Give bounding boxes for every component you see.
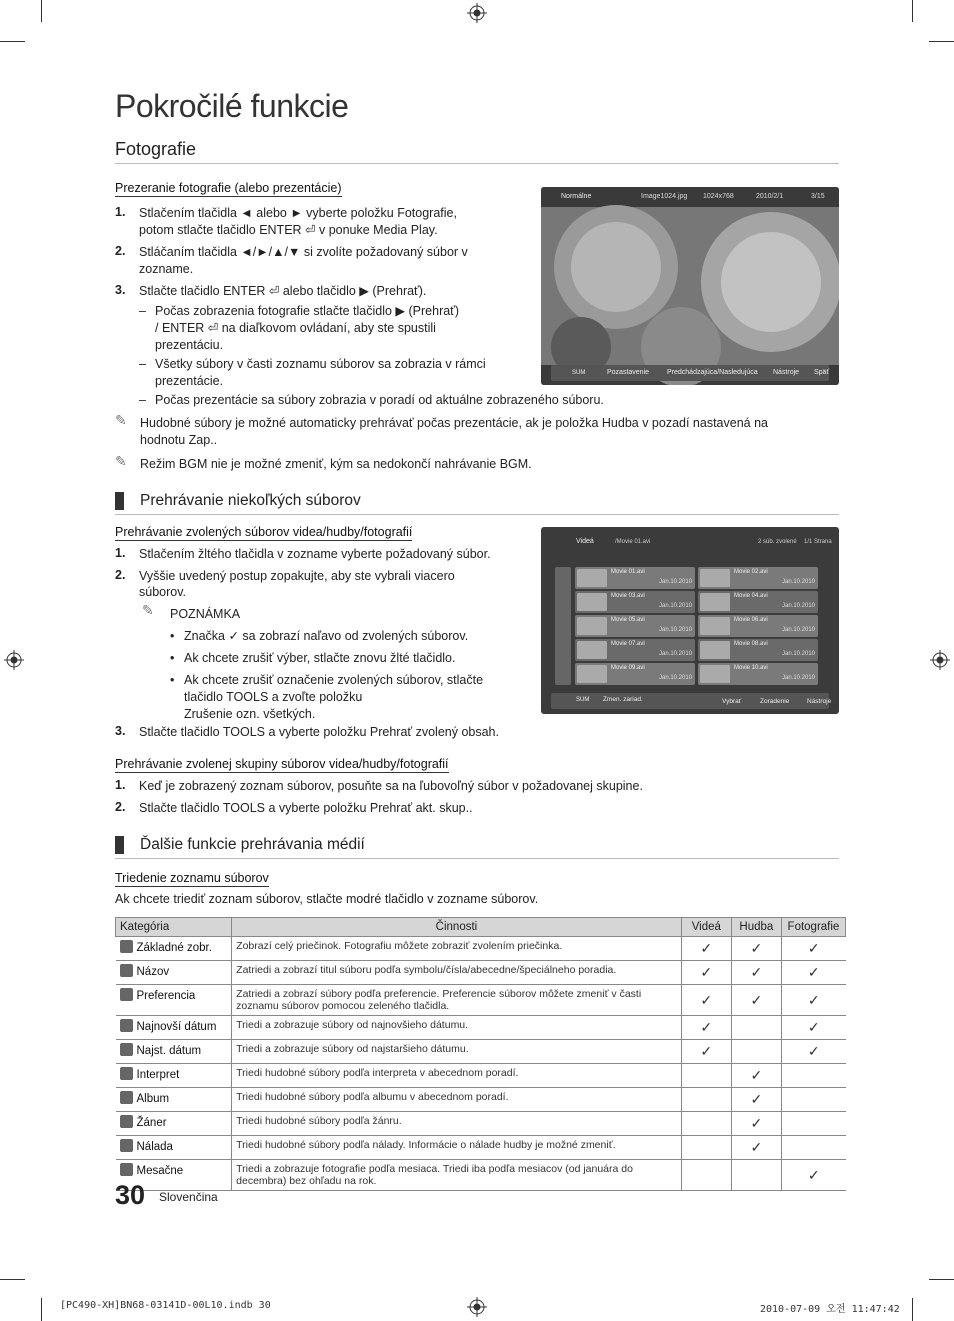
table-row: [116, 1112, 846, 1136]
crop-mark: [929, 1279, 954, 1280]
page-title: Pokročilé funkcie: [115, 88, 349, 124]
check-icon: ✓: [807, 940, 820, 956]
category-desc: Triedi a zobrazuje fotografie podľa mesiaca. Triedi iba podľa mesiacov (od januára do decembra) bez ohľadu na rok.: [232, 1160, 682, 1191]
check-icon: ✓: [807, 1019, 820, 1035]
file-item[interactable]: [575, 567, 695, 589]
list-category: Videá: [576, 538, 594, 545]
check-icon: ✓: [750, 940, 763, 956]
file-item[interactable]: [575, 639, 695, 661]
section-title: Fotografie: [115, 139, 197, 159]
photo-viewer-screenshot: [541, 187, 839, 385]
dash-marker: –: [139, 304, 146, 318]
check-cell: [731, 1136, 781, 1160]
step-text: zozname.: [139, 262, 194, 276]
viewer-file: Image1024.jpg: [641, 193, 688, 200]
category-icon: [120, 1163, 133, 1176]
table-header: Videá: [681, 918, 731, 937]
category-desc: Zatriedi a zobrazí titul súboru podľa symbolu/čísla/abecedne/špeciálneho poradia.: [232, 961, 682, 985]
dash-text: Počas zobrazenia fotografie stlačte tlačidlo ▶ (Prehrať): [155, 304, 460, 318]
file-item[interactable]: [698, 663, 818, 685]
file-name: Movie 06.avi: [734, 617, 768, 623]
more-subheading: Triedenie zoznamu súborov: [115, 871, 269, 885]
multi-subheading-2: Prehrávanie zvolenej skupiny súborov videa/hudby/fotografií: [115, 757, 449, 771]
viewer-date: 2010/2/1: [756, 193, 784, 200]
step-text: Stlačte tlačidlo TOOLS a vyberte položku Prehrať akt. skup..: [139, 801, 473, 815]
list-sort[interactable]: Zoradenie: [760, 698, 790, 705]
file-name: Movie 02.avi: [734, 569, 768, 575]
file-name: Movie 10.avi: [734, 665, 768, 671]
step-text: Stlačte tlačidlo TOOLS a vyberte položku Prehrať zvolený obsah.: [139, 725, 499, 739]
table-row: [116, 1160, 846, 1191]
file-date: Jan.10.2010: [782, 627, 816, 633]
list-tools[interactable]: Nástroje: [807, 698, 832, 705]
check-cell: [781, 1112, 845, 1136]
category-desc: Triedi a zobrazuje súbory od najnovšieho dátumu.: [232, 1016, 682, 1040]
check-cell: [781, 1064, 845, 1088]
category-icon: [120, 1067, 133, 1080]
dash-marker: –: [139, 393, 146, 407]
viewer-back[interactable]: Späť: [814, 369, 830, 376]
thumbnail: [577, 617, 607, 635]
step-text: Stláčaním tlačidla ◄/►/▲/▼ si zvolíte požadovaný súbor v: [139, 245, 468, 259]
step-number: 3.: [115, 283, 126, 297]
step-text: Vyššie uvedený postup zopakujte, aby ste vybrali viacero: [139, 568, 455, 583]
check-cell: [681, 937, 731, 961]
note-text: hodnotu Zap..: [140, 433, 218, 447]
file-date: Jan.10.2010: [782, 675, 816, 681]
dash-text: Všetky súbory v časti zoznamu súborov sa zobrazia v rámci: [155, 357, 486, 371]
category-desc: Triedi hudobné súbory podľa nálady. Informácie o nálade hudby je možné zmeniť.: [232, 1136, 682, 1160]
file-date: Jan.10.2010: [782, 651, 816, 657]
more-heading: Ďalšie funkcie prehrávania médií: [115, 834, 365, 856]
file-date: Jan.10.2010: [659, 675, 693, 681]
check-cell: [781, 985, 845, 1016]
file-name: Movie 01.avi: [611, 569, 645, 575]
file-date: Jan.10.2010: [659, 627, 693, 633]
bullet-text: Ak chcete zrušiť označenie zvolených súborov, stlačte: [184, 673, 484, 687]
step-text: Keď je zobrazený zoznam súborov, posuňte sa na ľubovoľný súbor v požadovanej skupine.: [139, 779, 643, 793]
check-icon: ✓: [700, 991, 713, 1008]
check-cell: [731, 1016, 781, 1040]
table-header: Hudba: [731, 918, 781, 937]
bullet-dot: •: [170, 673, 175, 687]
category-icon: [120, 940, 133, 953]
check-cell: [681, 1160, 731, 1191]
thumbnail: [700, 593, 730, 611]
list-sum: SUM: [576, 697, 590, 703]
category-desc: Zatriedi a zobrazí súbory podľa preferencie. Preferencie súborov môžete zmeniť v časti zoznamu súborov pomocou zeleného tlačidla.: [232, 985, 682, 1016]
category-icon: [120, 1115, 133, 1128]
check-cell: [781, 1040, 845, 1064]
check-cell: [781, 1160, 845, 1191]
category-label: Nálada: [136, 1141, 173, 1153]
list-selected: 2 súb. zvolené: [758, 539, 797, 545]
step-number: 1.: [115, 205, 126, 219]
category-label: Základné zobr.: [136, 942, 212, 954]
file-name: Movie 08.avi: [734, 641, 768, 647]
multi-subheading: Prehrávanie zvolených súborov videa/hudby/fotografií: [115, 525, 413, 539]
crop-mark: [0, 1279, 25, 1280]
file-name: Movie 03.avi: [611, 593, 645, 599]
check-icon: ✓: [700, 1043, 713, 1059]
list-path: /Movie 01.avi: [615, 539, 651, 545]
note-icon: ✎: [115, 454, 127, 470]
check-cell: [781, 961, 845, 985]
category-icon: [120, 1139, 133, 1152]
check-cell: [681, 1112, 731, 1136]
file-name: Movie 07.avi: [611, 641, 645, 647]
check-cell: [731, 1088, 781, 1112]
crop-mark: [0, 41, 25, 42]
check-icon: ✓: [750, 1139, 763, 1155]
check-cell: [731, 961, 781, 985]
check-cell: [731, 937, 781, 961]
note-icon: ✎: [115, 413, 127, 429]
table-row: [116, 1040, 846, 1064]
more-intro: Ak chcete triediť zoznam súborov, stlačte modré tlačidlo v zozname súborov.: [115, 892, 539, 906]
file-date: Jan.10.2010: [782, 603, 816, 609]
step-number: 1.: [115, 778, 126, 792]
check-cell: [731, 985, 781, 1016]
check-icon: ✓: [750, 1115, 763, 1131]
step-text: súborov.: [139, 585, 187, 599]
divider: [115, 514, 839, 515]
file-item[interactable]: [575, 591, 695, 613]
category-icon: [120, 1043, 133, 1056]
category-icon: [120, 964, 133, 977]
note-icon: ✎: [142, 603, 154, 619]
table-row: [116, 1136, 846, 1160]
crop-mark: [929, 41, 954, 42]
sort-table: [115, 917, 846, 1191]
check-cell: [681, 1088, 731, 1112]
viewer-tools[interactable]: Nástroje: [773, 369, 800, 376]
thumbnail: [700, 569, 730, 587]
list-change-device[interactable]: Zmen. zariad.: [603, 696, 643, 703]
category-label: Najst. dátum: [136, 1045, 202, 1057]
check-icon: ✓: [807, 991, 820, 1008]
file-grid: [575, 567, 820, 685]
category-desc: Triedi hudobné súbory podľa albumu v abecednom poradí.: [232, 1088, 682, 1112]
thumbnail: [577, 593, 607, 611]
table-header: Kategória: [116, 918, 232, 937]
category-desc: Triedi hudobné súbory podľa interpreta v abecednom poradí.: [232, 1064, 682, 1088]
file-name: Movie 09.avi: [611, 665, 645, 671]
check-icon: ✓: [700, 964, 713, 980]
viewer-res: 1024x768: [703, 193, 734, 200]
file-name: Movie 04.avi: [734, 593, 768, 599]
thumbnail: [700, 617, 730, 635]
thumbnail: [700, 641, 730, 659]
check-cell: [781, 937, 845, 961]
thumbnail: [577, 665, 607, 683]
check-cell: [681, 985, 731, 1016]
table-row: [116, 1088, 846, 1112]
check-cell: [681, 1040, 731, 1064]
category-label: Žáner: [136, 1117, 167, 1129]
file-item[interactable]: [698, 639, 818, 661]
step-number: 2.: [115, 567, 126, 582]
step-number: 2.: [115, 244, 126, 258]
registration-mark-icon: [4, 650, 24, 670]
step-number: 2.: [115, 800, 126, 814]
file-name: Movie 05.avi: [611, 617, 645, 623]
bullet-dot: •: [170, 629, 175, 643]
category-desc: Triedi hudobné súbory podľa žánru.: [232, 1112, 682, 1136]
viewer-sum: SUM: [572, 370, 586, 376]
check-cell: [681, 1016, 731, 1040]
check-icon: ✓: [700, 940, 713, 956]
crop-mark: [912, 0, 913, 22]
category-icon: [120, 988, 133, 1001]
file-date: Jan.10.2010: [659, 579, 693, 585]
file-item[interactable]: [575, 615, 695, 637]
note-label: POZNÁMKA: [170, 607, 241, 621]
check-icon: ✓: [750, 1067, 763, 1083]
table-header: Činnosti: [232, 918, 682, 937]
footer-language: Slovenčina: [159, 1190, 218, 1204]
table-header: Fotografie: [781, 918, 845, 937]
check-cell: [781, 1088, 845, 1112]
check-cell: [681, 961, 731, 985]
divider: [115, 163, 839, 164]
file-list-screenshot: [541, 527, 839, 714]
category-label: Názov: [136, 966, 170, 978]
table-row: [116, 1016, 846, 1040]
check-icon: ✓: [750, 964, 763, 980]
category-icon: [120, 1091, 133, 1104]
check-icon: ✓: [750, 1091, 763, 1107]
check-icon: ✓: [750, 991, 763, 1008]
check-icon: ✓: [807, 964, 820, 980]
check-icon: ✓: [807, 1043, 820, 1059]
file-item[interactable]: [698, 591, 818, 613]
dash-text: / ENTER ⏎ na diaľkovom ovládaní, aby ste spustili: [155, 321, 436, 335]
file-item[interactable]: [575, 663, 695, 685]
crop-mark: [41, 1298, 42, 1321]
dash-marker: –: [139, 357, 146, 371]
category-desc: Zobrazí celý priečinok. Fotografiu môžete zobraziť zvolením priečinka.: [232, 937, 682, 961]
list-sidebar: [555, 567, 571, 685]
file-item[interactable]: [698, 615, 818, 637]
footer-file: [PC490-XH]BN68-03141D-00L10.indb 30: [60, 1300, 271, 1311]
check-cell: [781, 1016, 845, 1040]
thumbnail: [577, 569, 607, 587]
check-cell: [681, 1136, 731, 1160]
bullet-text: tlačidlo TOOLS a zvoľte položku: [184, 690, 363, 704]
step-text: Stlačte tlačidlo ENTER ⏎ alebo tlačidlo ▶ (Prehrať).: [139, 284, 427, 298]
page-number: 30: [115, 1180, 146, 1210]
step-number: 1.: [115, 546, 126, 560]
step-text: Stlačením tlačidla ◄ alebo ► vyberte položku Fotografie,: [139, 206, 457, 220]
dash-text: prezentácie.: [155, 374, 224, 388]
thumbnail: [577, 641, 607, 659]
check-cell: [731, 1112, 781, 1136]
check-cell: [731, 1160, 781, 1191]
check-cell: [781, 1136, 845, 1160]
table-row: [116, 937, 846, 961]
thumbnail: [700, 665, 730, 683]
bullet-dot: •: [170, 651, 175, 665]
viewer-prevnext[interactable]: Predchádzajúca/Nasledujúca: [667, 369, 758, 376]
viewer-count: 3/15: [811, 193, 825, 200]
category-label: Najnovší dátum: [136, 1021, 217, 1033]
check-icon: ✓: [700, 1019, 713, 1035]
registration-mark-icon: [467, 1297, 487, 1317]
bullet-text: Ak chcete zrušiť výber, stlačte znovu žlté tlačidlo.: [184, 651, 456, 665]
category-desc: Triedi a zobrazuje súbory od najstaršieho dátumu.: [232, 1040, 682, 1064]
dash-text: Počas prezentácie sa súbory zobrazia v poradí od aktuálne zobrazeného súboru.: [155, 393, 604, 407]
category-label: Preferencia: [136, 990, 196, 1002]
step-number: 3.: [115, 724, 126, 738]
photos-subheading: Prezeranie fotografie (alebo prezentácie): [115, 181, 342, 195]
table-row: [116, 1064, 846, 1088]
note-text: Hudobné súbory je možné automaticky prehrávať počas prezentácie, ak je položka Hudba v pozadí nastavená na: [140, 416, 768, 430]
registration-mark-icon: [467, 3, 487, 23]
note-text: Režim BGM nie je možné zmeniť, kým sa nedokončí nahrávanie BGM.: [140, 457, 532, 471]
check-cell: [731, 1064, 781, 1088]
table-row: [116, 985, 846, 1016]
viewer-pause[interactable]: Pozastavenie: [607, 369, 650, 376]
list-select[interactable]: Vybrať: [722, 698, 742, 705]
viewer-mode: Normálne: [561, 193, 592, 200]
bullet-text: Značka ✓ sa zobrazí naľavo od zvolených súborov.: [184, 629, 469, 643]
dash-text: prezentáciu.: [155, 338, 224, 352]
crop-mark: [912, 1298, 913, 1321]
category-label: Interpret: [136, 1069, 180, 1081]
multi-heading: Prehrávanie niekoľkých súborov: [115, 490, 361, 512]
check-cell: [681, 1064, 731, 1088]
step-text: Stlačením žltého tlačidla v zozname vyberte požadovaný súbor.: [139, 547, 491, 561]
divider: [115, 858, 839, 859]
file-date: Jan.10.2010: [659, 603, 693, 609]
file-item[interactable]: [698, 567, 818, 589]
check-cell: [731, 1040, 781, 1064]
registration-mark-icon: [930, 650, 950, 670]
category-label: Album: [136, 1093, 170, 1105]
category-label: Mesačne: [136, 1165, 184, 1177]
step-text: potom stlačte tlačidlo ENTER ⏎ v ponuke Media Play.: [139, 223, 438, 237]
file-date: Jan.10.2010: [659, 651, 693, 657]
list-page: 1/1 Strana: [804, 539, 832, 545]
file-date: Jan.10.2010: [782, 579, 816, 585]
bullet-text: Zrušenie ozn. všetkých.: [184, 707, 316, 721]
footer-timestamp: 2010-07-09 오전 11:47:42: [760, 1304, 900, 1315]
crop-mark: [41, 0, 42, 22]
category-icon: [120, 1019, 133, 1032]
table-row: [116, 961, 846, 985]
check-icon: ✓: [807, 1166, 820, 1183]
